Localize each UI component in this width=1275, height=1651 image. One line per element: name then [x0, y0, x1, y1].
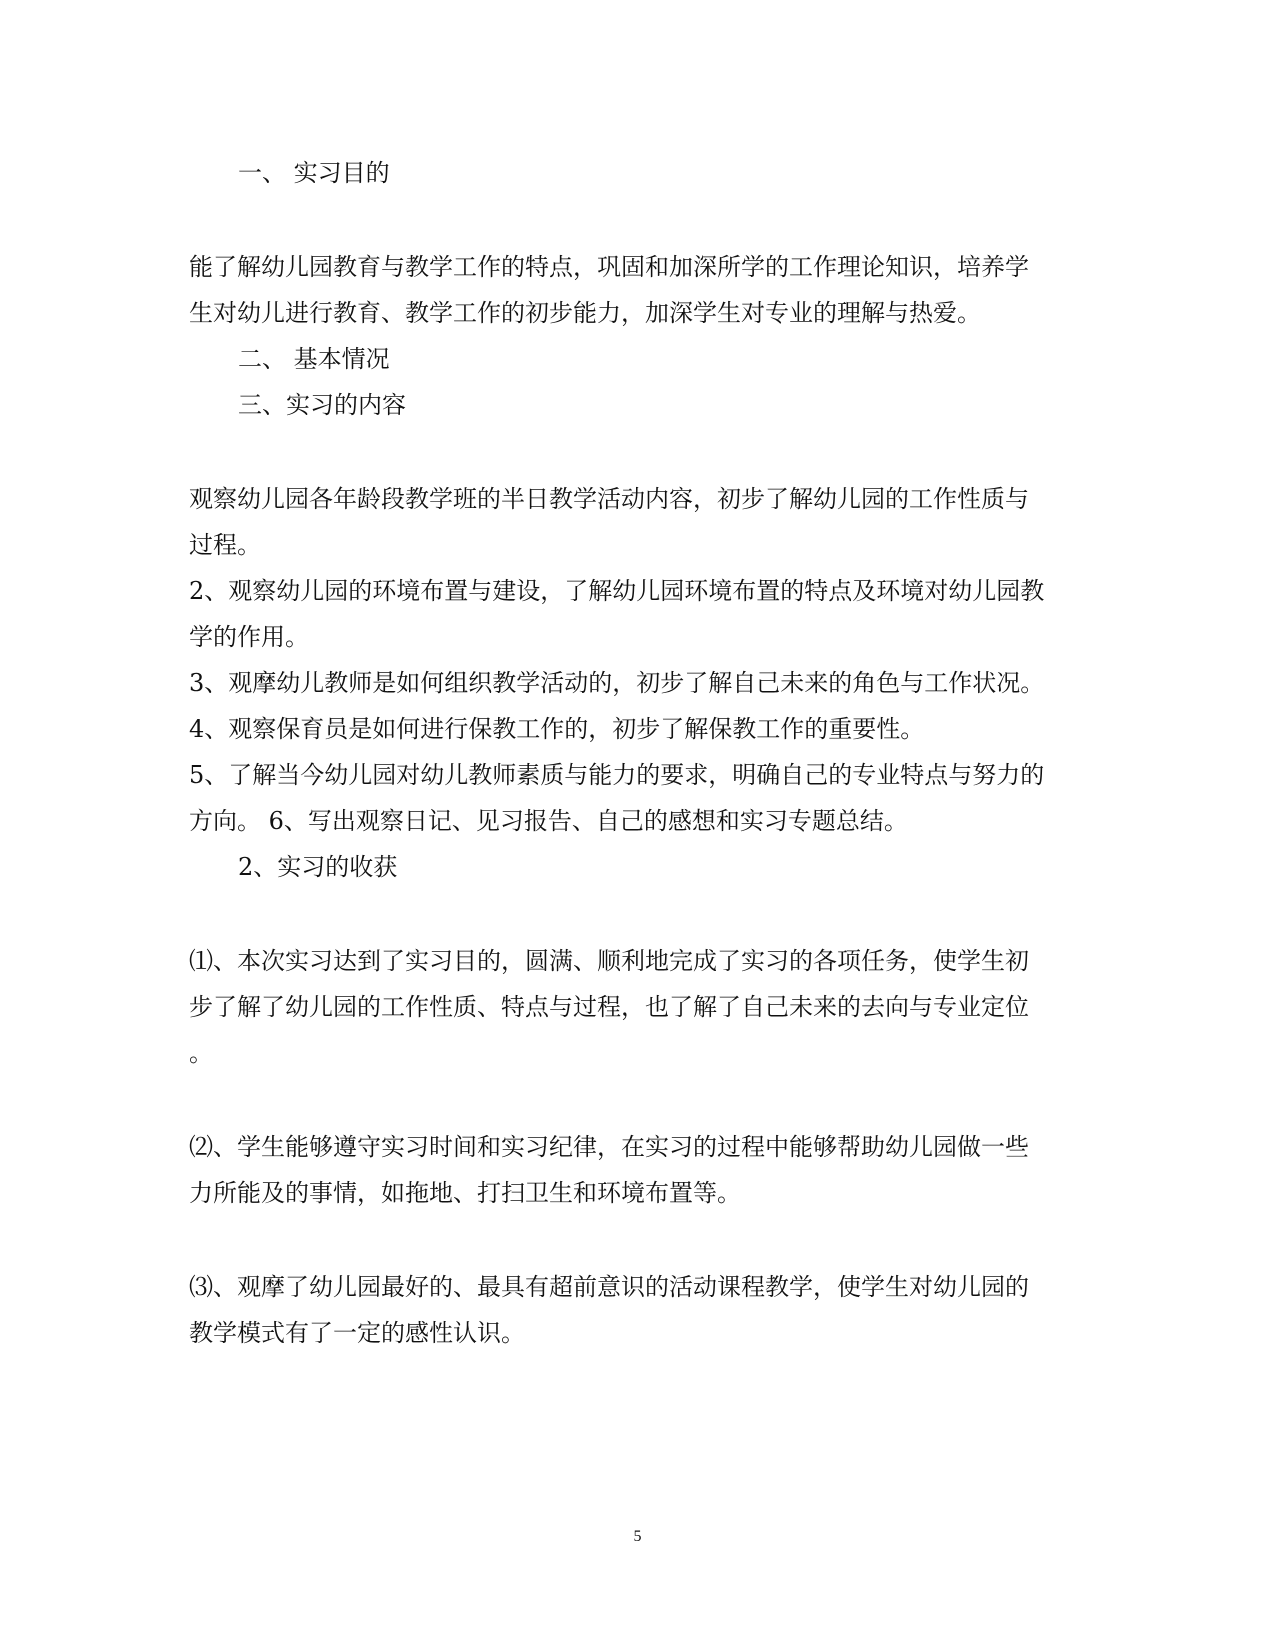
- paragraph-line: 观察幼儿园各年龄段教学班的半日教学活动内容，初步了解幼儿园的工作性质与: [189, 485, 1029, 513]
- paragraph-line: 学的作用。: [189, 623, 309, 651]
- paragraph-line: 4、观察保育员是如何进行保教工作的，初步了解保教工作的重要性。: [189, 715, 925, 743]
- paragraph-line: 过程。: [189, 531, 261, 559]
- paragraph-line: ⑴、本次实习达到了实习目的，圆满、顺利地完成了实习的各项任务，使学生初: [189, 947, 1029, 975]
- paragraph-line: 5、了解当今幼儿园对幼儿教师素质与能力的要求，明确自己的专业特点与努力的: [189, 761, 1045, 789]
- paragraph-line: 步了解了幼儿园的工作性质、特点与过程，也了解了自己未来的去向与专业定位: [189, 993, 1029, 1021]
- paragraph-line: 。: [189, 1039, 213, 1067]
- paragraph-line: 2、观察幼儿园的环境布置与建设，了解幼儿园环境布置的特点及环境对幼儿园教: [189, 577, 1045, 605]
- paragraph-line: 3、观摩幼儿教师是如何组织教学活动的，初步了解自己未来的角色与工作状况。: [189, 669, 1045, 697]
- section-heading-content: 三、实习的内容: [238, 391, 406, 419]
- section-heading-basic-info: 二、 基本情况: [238, 345, 390, 373]
- paragraph-line: ⑶、观摩了幼儿园最好的、最具有超前意识的活动课程教学，使学生对幼儿园的: [189, 1273, 1029, 1301]
- section-heading-purpose: 一、 实习目的: [238, 159, 390, 187]
- paragraph-line: 方向。 6、写出观察日记、见习报告、自己的感想和实习专题总结。: [189, 807, 908, 835]
- paragraph-line: 力所能及的事情，如拖地、打扫卫生和环境布置等。: [189, 1179, 741, 1207]
- page-number: 5: [633, 1528, 642, 1545]
- paragraph-line: 生对幼儿进行教育、教学工作的初步能力，加深学生对专业的理解与热爱。: [189, 299, 981, 327]
- paragraph-line: 教学模式有了一定的感性认识。: [189, 1319, 525, 1347]
- paragraph-line: 能了解幼儿园教育与教学工作的特点，巩固和加深所学的工作理论知识，培养学: [189, 253, 1029, 281]
- section-heading-harvest: 2、实习的收获: [238, 853, 398, 881]
- paragraph-line: ⑵、学生能够遵守实习时间和实习纪律，在实习的过程中能够帮助幼儿园做一些: [189, 1133, 1029, 1161]
